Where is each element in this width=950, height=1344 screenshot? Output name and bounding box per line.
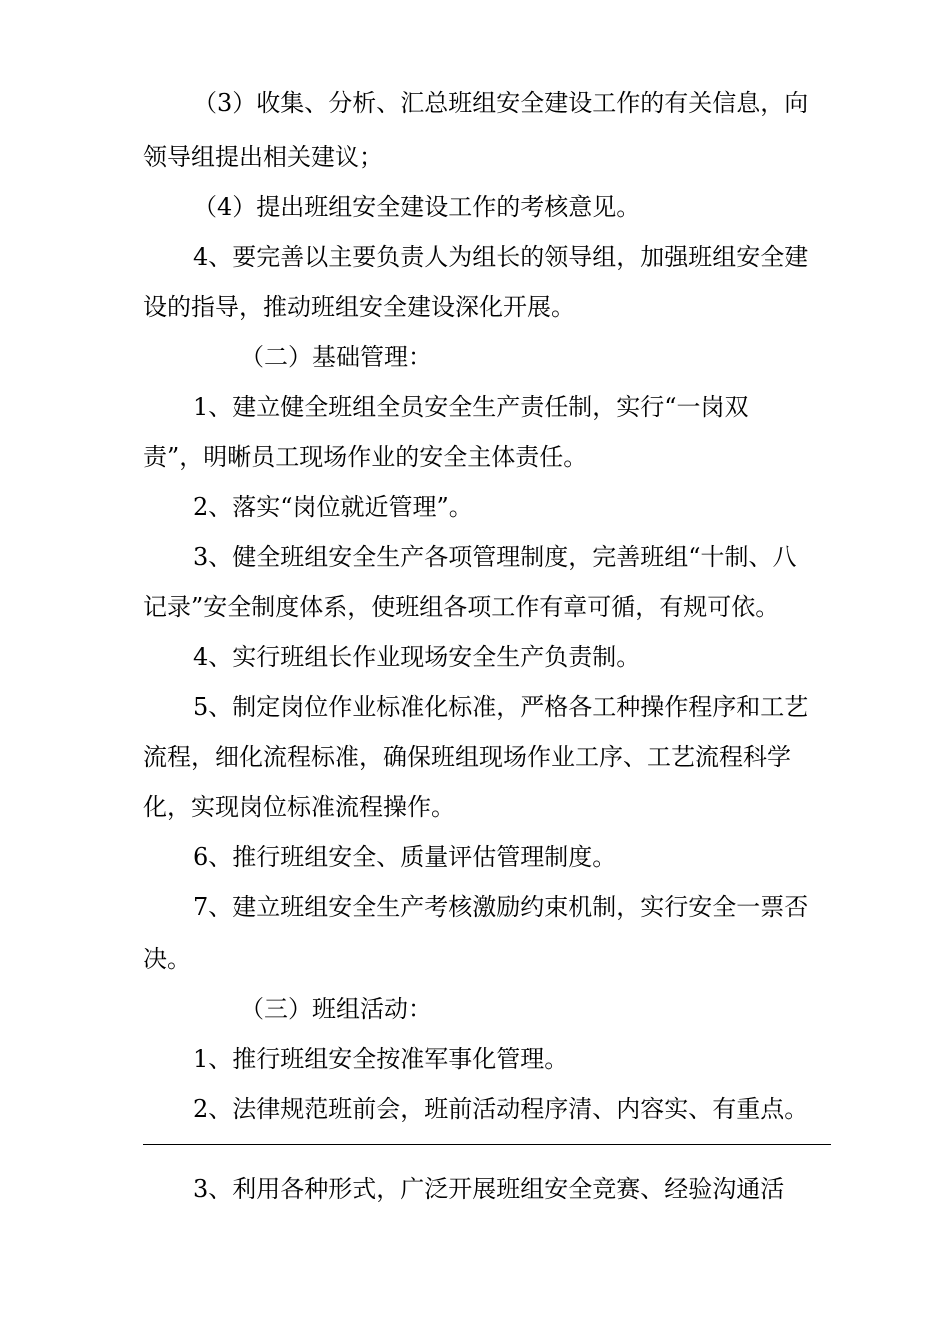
text-line: 3、利用各种形式，广泛开展班组安全竞赛、经验沟通活: [193, 1175, 785, 1203]
text-line: 记录”安全制度体系，使班组各项工作有章可循，有规可依。: [143, 593, 780, 621]
text-line: 5、制定岗位作业标准化标准，严格各工种操作程序和工艺: [193, 693, 809, 721]
section-heading: （二）基础管理：: [240, 343, 432, 371]
text-line: 流程，细化流程标准，确保班组现场作业工序、工艺流程科学: [143, 743, 791, 771]
text-line: 决。: [143, 945, 191, 973]
text-line: （4）提出班组安全建设工作的考核意见。: [193, 193, 641, 221]
text-line: 2、落实“岗位就近管理”。: [193, 493, 473, 521]
section-heading: （三）班组活动：: [240, 995, 432, 1023]
text-line: 责”，明晰员工现场作业的安全主体责任。: [143, 443, 588, 471]
text-line: 设的指导，推动班组安全建设深化开展。: [143, 293, 575, 321]
text-line: 4、要完善以主要负责人为组长的领导组，加强班组安全建: [193, 243, 809, 271]
text-line: 3、健全班组安全生产各项管理制度，完善班组“十制、八: [193, 543, 797, 571]
text-line: 4、实行班组长作业现场安全生产负责制。: [193, 643, 641, 671]
text-line: 6、推行班组安全、质量评估管理制度。: [193, 843, 617, 871]
text-line: 7、建立班组安全生产考核激励约束机制，实行安全一票否: [193, 893, 809, 921]
text-line: 1、推行班组安全按准军事化管理。: [193, 1045, 569, 1073]
text-line: 1、建立健全班组全员安全生产责任制，实行“一岗双: [193, 393, 749, 421]
text-line: 2、法律规范班前会，班前活动程序清、内容实、有重点。: [193, 1095, 809, 1123]
text-line: 化，实现岗位标准流程操作。: [143, 793, 455, 821]
text-line: （3）收集、分析、汇总班组安全建设工作的有关信息，向: [193, 89, 809, 117]
page-divider: [143, 1144, 831, 1145]
text-line: 领导组提出相关建议；: [143, 143, 383, 171]
